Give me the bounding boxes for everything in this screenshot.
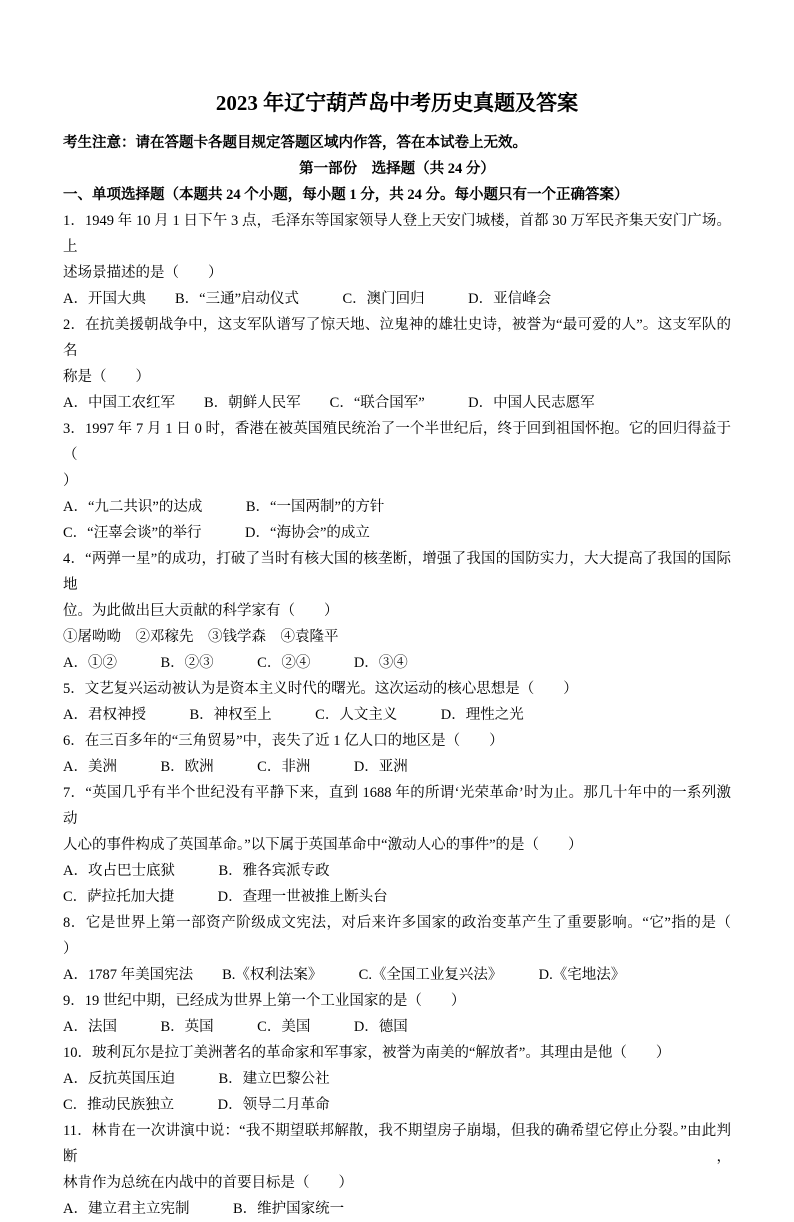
question-options-line: A．法国 B．英国 C．美国 D．德国 — [63, 1019, 408, 1035]
question-stem-line: 6．在三百多年的“三角贸易”中，丧失了近 1 亿人口的地区是（ ） — [63, 733, 504, 749]
question-stem-line: 2．在抗美援朝战争中，这支军队谱写了惊天地、泣鬼神的雄壮史诗，被誉为“最可爱的人”。这支军队的名 — [63, 317, 731, 359]
question-stem-line: 5．文艺复兴运动被认为是资本主义时代的曙光。这次运动的核心思想是（ ） — [63, 681, 578, 697]
questions-list — [63, 208, 731, 1222]
question-stem-line: ） — [63, 473, 78, 489]
question-stem-line: ） — [63, 941, 78, 957]
question-stem-line: 4．“两弹一星”的成功，打破了当时有核大国的核垄断，增强了我国的国防实力，大大提高了我国的国际地 — [63, 551, 731, 593]
question-options-line: ①屠呦呦 ②邓稼先 ③钱学森 ④袁隆平 — [63, 629, 339, 645]
question-6 — [63, 728, 731, 780]
question-options-line: A．君权神授 B．神权至上 C．人文主义 D．理性之光 — [63, 707, 524, 723]
question-stem-line: 7．“英国几乎有半个世纪没有平静下来，直到 1688 年的所谓‘光荣革命’时为止。那几十年中的一系列激动 — [63, 785, 731, 827]
question-options-line: C．萨拉托加大捷 D．查理一世被推上断头台 — [63, 889, 388, 905]
question-stem-line: 称是（ ） — [63, 369, 150, 385]
question-stem-line: 3．1997 年 7 月 1 日 0 时，香港在被英国殖民统治了一个半世纪后，终于回到祖国怀抱。它的回归得益于（ — [63, 421, 731, 463]
question-options-line: A．建立君主立宪制 B．维护国家统一 — [63, 1201, 345, 1217]
candidate-notice: 考生注意：请在答题卡各题目规定答题区域内作答，答在本试卷上无效。 — [63, 135, 527, 151]
question-options-line: C．推动民族独立 D．领导二月革命 — [63, 1097, 330, 1113]
question-options-line: A．开国大典 B．“三通”启动仪式 C．澳门回归 D．亚信峰会 — [63, 291, 552, 307]
question-1 — [63, 208, 731, 312]
question-stem-line: 11．林肯在一次讲演中说：“我不期望联邦解散，我不期望房子崩塌，但我的确希望它停止分裂。”由此判断， — [63, 1123, 731, 1165]
question-options-line: A．中国工农红军 B．朝鲜人民军 C．“联合国军” D．中国人民志愿军 — [63, 395, 595, 411]
question-9 — [63, 988, 731, 1040]
question-options-line: C．“汪辜会谈”的举行 D．“海协会”的成立 — [63, 525, 370, 541]
question-11 — [63, 1118, 731, 1222]
question-options-line: A．①② B．②③ C．②④ D．③④ — [63, 655, 408, 671]
question-4 — [63, 546, 731, 676]
question-options-line: A．美洲 B．欧洲 C．非洲 D．亚洲 — [63, 759, 408, 775]
question-options-line: A．攻占巴士底狱 B．雅各宾派专政 — [63, 863, 330, 879]
question-options-line: A．反抗英国压迫 B．建立巴黎公社 — [63, 1071, 330, 1087]
question-10 — [63, 1040, 731, 1118]
question-options-line: A．“九二共识”的达成 B．“一国两制”的方针 — [63, 499, 385, 515]
question-stem-line: 10．玻利瓦尔是拉丁美洲著名的革命家和军事家，被誉为南美的“解放者”。其理由是他（ ） — [63, 1045, 671, 1061]
section-heading: 第一部份 选择题（共 24 分） — [299, 161, 495, 177]
question-2 — [63, 312, 731, 416]
question-3 — [63, 416, 731, 546]
question-stem-line: 林肯作为总统在内战中的首要目标是（ ） — [63, 1175, 353, 1191]
question-8 — [63, 910, 731, 988]
question-stem-line: 人心的事件构成了英国革命。”以下属于英国革命中“激动人心的事件”的是（ ） — [63, 837, 583, 853]
question-5 — [63, 676, 731, 728]
page-title: 2023 年辽宁葫芦岛中考历史真题及答案 — [215, 91, 579, 115]
question-stem-line: 述场景描述的是（ ） — [63, 265, 223, 281]
question-7 — [63, 780, 731, 910]
question-stem-line: 1．1949 年 10 月 1 日下午 3 点，毛泽东等国家领导人登上天安门城楼，首都 30 万军民齐集天安门广场。上 — [63, 213, 731, 255]
question-options-line: A．1787 年美国宪法 B.《权利法案》 C.《全国工业复兴法》 D.《宅地法》 — [63, 967, 626, 983]
subsection-heading: 一、单项选择题（本题共 24 个小题，每小题 1 分，共 24 分。每小题只有一个正确答案） — [63, 187, 629, 203]
question-stem-line: 8．它是世界上第一部资产阶级成文宪法，对后来许多国家的政治变革产生了重要影响。“它”指的是（ — [63, 915, 731, 931]
question-stem-line: 9．19 世纪中期，已经成为世界上第一个工业国家的是（ ） — [63, 993, 466, 1009]
question-stem-line: 位。为此做出巨大贡献的科学家有（ ） — [63, 603, 339, 619]
